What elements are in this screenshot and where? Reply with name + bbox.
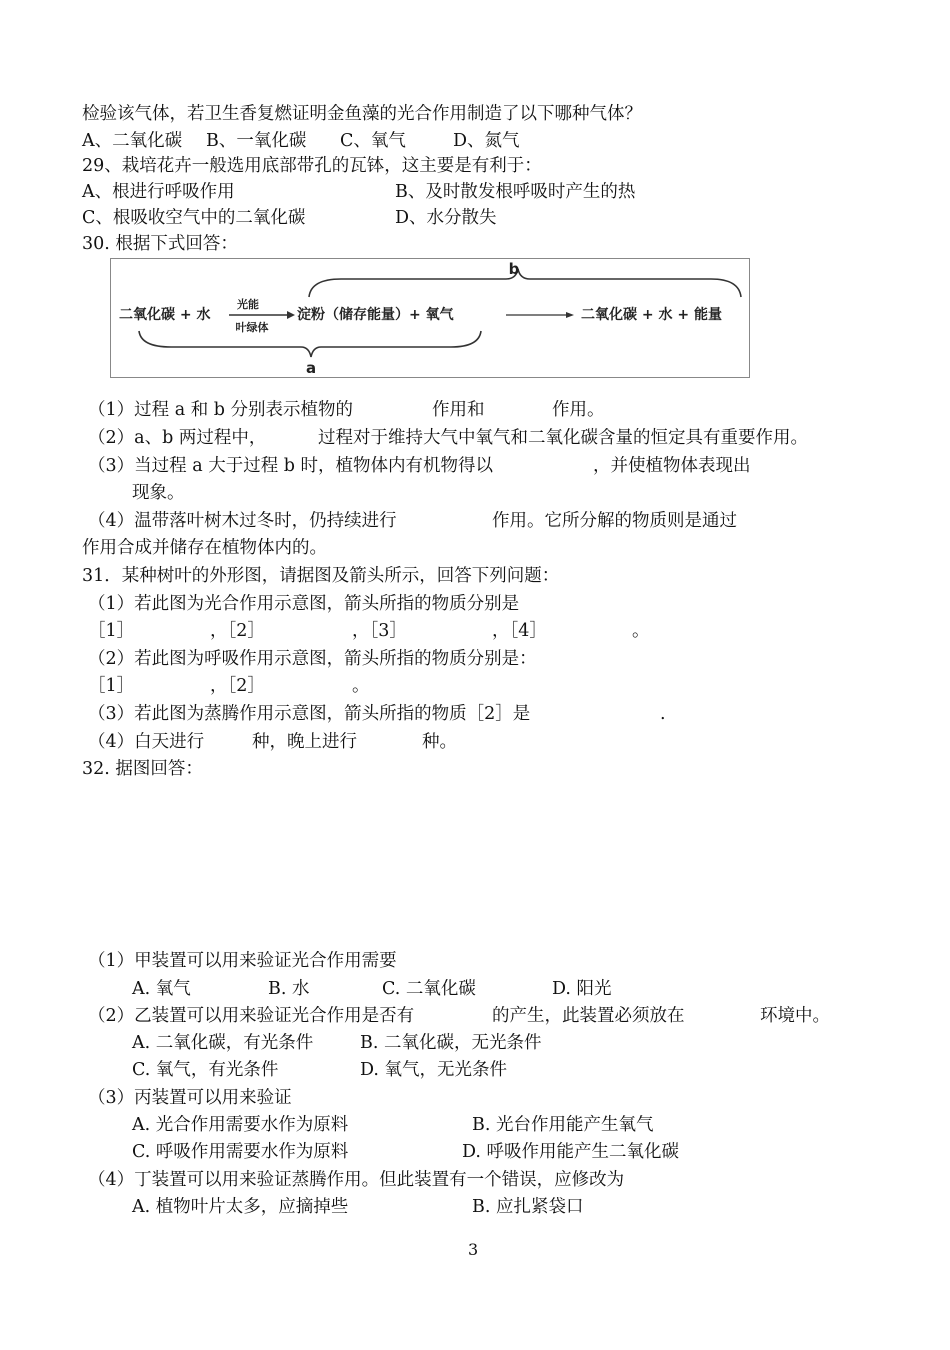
q30-sub1-a: （1）过程 a 和 b 分别表示植物的: [88, 400, 354, 420]
q31-sub3-b: .: [660, 704, 666, 724]
q32-sub2-opt-b: B. 二氧化碳，无光条件: [360, 1033, 542, 1053]
q32-sub2-b: 的产生，此装置必须放在: [492, 1006, 685, 1026]
q31-sub4-b: 种，晚上进行: [252, 732, 357, 752]
q32-sub2-opt-c: C. 氧气，有光条件: [132, 1060, 279, 1080]
q32-sub3-opt-b: B. 光台作用能产生氧气: [472, 1115, 654, 1135]
q31-sub2-end: 。: [352, 676, 370, 696]
q32-sub4: （4）丁装置可以用来验证蒸腾作用。但此装置有一个错误，应修改为: [88, 1170, 625, 1190]
respiration-arrow-head: [566, 312, 574, 318]
q32-sub2-opt-d: D. 氧气，无光条件: [360, 1060, 508, 1080]
q31-sub2-blank2: ，［2］: [210, 676, 265, 696]
q32-sub2-opt-a: A. 二氧化碳，有光条件: [132, 1033, 314, 1053]
q29-option-b: B、及时散发根呼吸时产生的热: [395, 182, 636, 202]
diagram-svg: [111, 259, 751, 379]
q32-sub4-opt-b: B. 应扎紧袋口: [472, 1197, 584, 1217]
brace-b: [309, 269, 741, 297]
q31-sub1-end: 。: [632, 621, 650, 641]
q28-stem: 检验该气体，若卫生香复燃证明金鱼藻的光合作用制造了以下哪种气体？: [82, 104, 642, 124]
respiration-products-text: 二氧化碳 + 水 + 能量: [581, 307, 722, 323]
q31-sub1-blank3: ，［3］: [352, 621, 407, 641]
products-text: 淀粉（储存能量）+ 氧气: [297, 307, 454, 323]
q30-sub4-b: 作用。它所分解的物质则是通过: [492, 511, 737, 531]
label-a: a: [305, 359, 317, 377]
q32-sub4-opt-a: A. 植物叶片太多，应摘掉些: [132, 1197, 349, 1217]
q32-sub3-opt-c: C. 呼吸作用需要水作为原料: [132, 1142, 349, 1162]
arrow-label-chlorophyll: 叶绿体: [235, 321, 269, 334]
q32-sub3-opt-d: D. 呼吸作用能产生二氧化碳: [462, 1142, 680, 1162]
q30-sub4-a: （4）温带落叶树木过冬时，仍持续进行: [88, 511, 397, 531]
q32-sub2-c: 环境中。: [760, 1006, 830, 1026]
q30-stem: 30. 根据下式回答：: [82, 234, 238, 254]
q30-sub2-b: 过程对于维持大气中氧气和二氧化碳含量的恒定具有重要作用。: [318, 428, 808, 448]
q28-option-a: A、二氧化碳: [82, 131, 183, 151]
q32-sub1-opt-a: A. 氧气: [132, 979, 191, 999]
q28-option-d: D、氮气: [453, 131, 520, 151]
q29-option-a: A、根进行呼吸作用: [82, 182, 235, 202]
q30-sub1-c: 作用。: [552, 400, 605, 420]
q31-sub4-a: （4）白天进行: [88, 732, 205, 752]
brace-a: [139, 331, 481, 357]
q31-sub1-blank1: ［1］: [88, 621, 135, 641]
q32-sub1-opt-d: D. 阳光: [552, 979, 612, 999]
photosynthesis-respiration-diagram: [110, 258, 750, 378]
q28-option-b: B、一氧化碳: [206, 131, 307, 151]
q32-sub1-opt-b: B. 水: [268, 979, 310, 999]
light-arrow-head: [287, 311, 295, 319]
q29-stem: 29、栽培花卉一般选用底部带孔的瓦钵，这主要是有利于：: [82, 156, 542, 176]
label-b: b: [508, 260, 520, 278]
q29-option-c: C、根吸收空气中的二氧化碳: [82, 208, 306, 228]
q28-option-c: C、氧气: [340, 131, 406, 151]
q31-sub2: （2）若此图为呼吸作用示意图，箭头所指的物质分别是：: [88, 649, 537, 669]
q31-sub1: （1）若此图为光合作用示意图，箭头所指的物质分别是: [88, 594, 520, 614]
q30-sub1-b: 作用和: [432, 400, 485, 420]
q30-sub3-c: 现象。: [132, 483, 185, 503]
reactants-text: 二氧化碳 + 水: [119, 307, 211, 323]
q31-sub3-a: （3）若此图为蒸腾作用示意图，箭头所指的物质［2］是: [88, 704, 531, 724]
q30-sub4-c: 作用合成并储存在植物体内的。: [82, 538, 327, 558]
q32-sub3: （3）丙装置可以用来验证: [88, 1088, 292, 1108]
q30-sub3-a: （3）当过程 a 大于过程 b 时，植物体内有机物得以: [88, 456, 494, 476]
q32-sub2-a: （2）乙装置可以用来验证光合作用是否有: [88, 1006, 415, 1026]
q31-sub1-blank2: ，［2］: [210, 621, 265, 641]
q32-sub3-opt-a: A. 光合作用需要水作为原料: [132, 1115, 349, 1135]
q32-stem: 32. 据图回答：: [82, 759, 203, 779]
q32-sub1: （1）甲装置可以用来验证光合作用需要: [88, 951, 397, 971]
q29-option-d: D、水分散失: [395, 208, 497, 228]
q31-stem: 31．某种树叶的外形图，请据图及箭头所示，回答下列问题：: [82, 566, 560, 586]
arrow-label-light: 光能: [237, 298, 259, 311]
q31-sub1-blank4: ，［4］: [492, 621, 547, 641]
q30-sub2-a: （2）a、b 两过程中，: [88, 428, 267, 448]
page-number: 3: [468, 1240, 479, 1259]
q31-sub2-blank1: ［1］: [88, 676, 135, 696]
q30-sub3-b: ，并使植物体表现出: [593, 456, 751, 476]
q32-sub1-opt-c: C. 二氧化碳: [382, 979, 476, 999]
q31-sub4-c: 种。: [422, 732, 457, 752]
